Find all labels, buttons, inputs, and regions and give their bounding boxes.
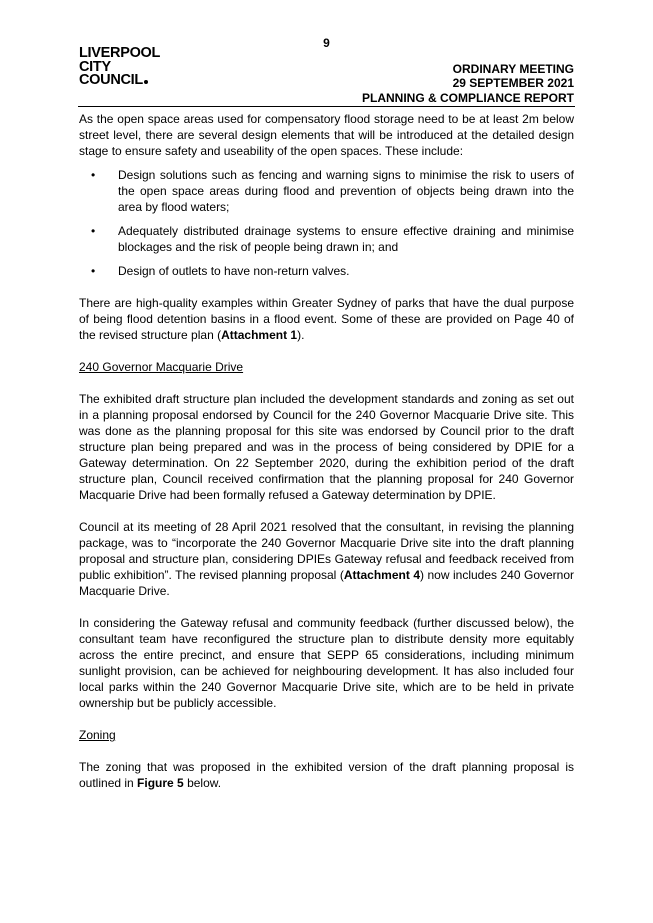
meeting-header — [453, 62, 574, 90]
logo-line-2: CITY — [79, 58, 111, 75]
list-item: • Design solutions such as fencing and warning signs to minimise the risk to users of the open space areas during flood and prevention of objects being drawn into the area by flood waters; — [91, 168, 574, 214]
list-item: • Design of outlets to have non-return valves. — [91, 264, 350, 278]
design-elements-list — [79, 167, 574, 279]
council-logo — [79, 47, 160, 88]
heading-zoning: Zoning — [79, 728, 116, 742]
meeting-date: 29 SEPTEMBER 2021 — [452, 76, 574, 90]
bullet-icon: • — [91, 168, 96, 182]
header-divider — [78, 106, 575, 107]
heading-240-governor-macquarie: 240 Governor Macquarie Drive — [79, 360, 244, 374]
parks-paragraph: There are high-quality examples within Greater Sydney of parks that have the dual purpose of being flood detention basins in a flood event. Some of these are provided on Page 40 of the revised structure plan (Attachment 1). — [79, 296, 574, 342]
figure-5-ref: Figure 5 — [137, 776, 184, 790]
report-title: PLANNING & COMPLIANCE REPORT — [361, 91, 574, 105]
intro-paragraph: As the open space areas used for compensatory flood storage need to be at least 2m below street level, there are several design elements that will be introduced at the detailed design stage to ensure safety and useability of the open spaces. These include: — [79, 112, 574, 158]
council-resolution-paragraph: Council at its meeting of 28 April 2021 resolved that the consultant, in revising the planning package, was to “incorporate the 240 Governor Macquarie Drive site into the draft planning proposal and structure plan, considering DPIEs Gateway refusal and feedback received from public exhibition”. The revised planning proposal (Attachment 4) now includes 240 Governor Macquarie Drive. — [79, 520, 575, 598]
bullet-icon: • — [91, 264, 96, 278]
attachment-1-ref: Attachment 1 — [221, 328, 298, 342]
page-number: 9 — [323, 36, 330, 50]
logo-dot-icon — [144, 80, 148, 84]
zoning-paragraph: The zoning that was proposed in the exhibited version of the draft planning proposal is outlined in Figure 5 below. — [79, 760, 574, 790]
bullet-icon: • — [91, 224, 96, 238]
exhibited-plan-paragraph: The exhibited draft structure plan included the development standards and zoning as set out in a planning proposal endorsed by Council for the 240 Governor Macquarie Drive site. This was done as the planning proposal for this site was endorsed by Council prior to the draft structure plan being prepared and was in the process of being considered by DPIE for a Gateway determination. On 22 September 2020, during the exhibition period of the draft structure plan, Council received confirmation that the planning proposal for 240 Governor Macquarie Drive had been formally refused a Gateway determination by DPIE. — [79, 392, 574, 502]
attachment-4-ref: Attachment 4 — [343, 568, 420, 582]
gateway-refusal-paragraph: In considering the Gateway refusal and community feedback (further discussed below), the consultant team have reconfigured the structure plan to distribute density more equitably across the entire precinct, and ensure that SEPP 65 considerations, including minimum sunlight provision, can be achieved for neighbouring development. It has also included four local parks within the 240 Governor Macquarie Drive site, which are to be held in private ownership but be publicly accessible. — [79, 616, 574, 710]
logo-line-1: LIVERPOOL — [79, 45, 161, 61]
logo-line-3: COUNCIL — [79, 74, 160, 88]
list-item: • Adequately distributed drainage systems to ensure effective draining and minimise blockages and the risk of people being drawn in; and — [91, 224, 574, 254]
report-body — [79, 111, 574, 791]
meeting-title: ORDINARY MEETING — [452, 62, 574, 76]
